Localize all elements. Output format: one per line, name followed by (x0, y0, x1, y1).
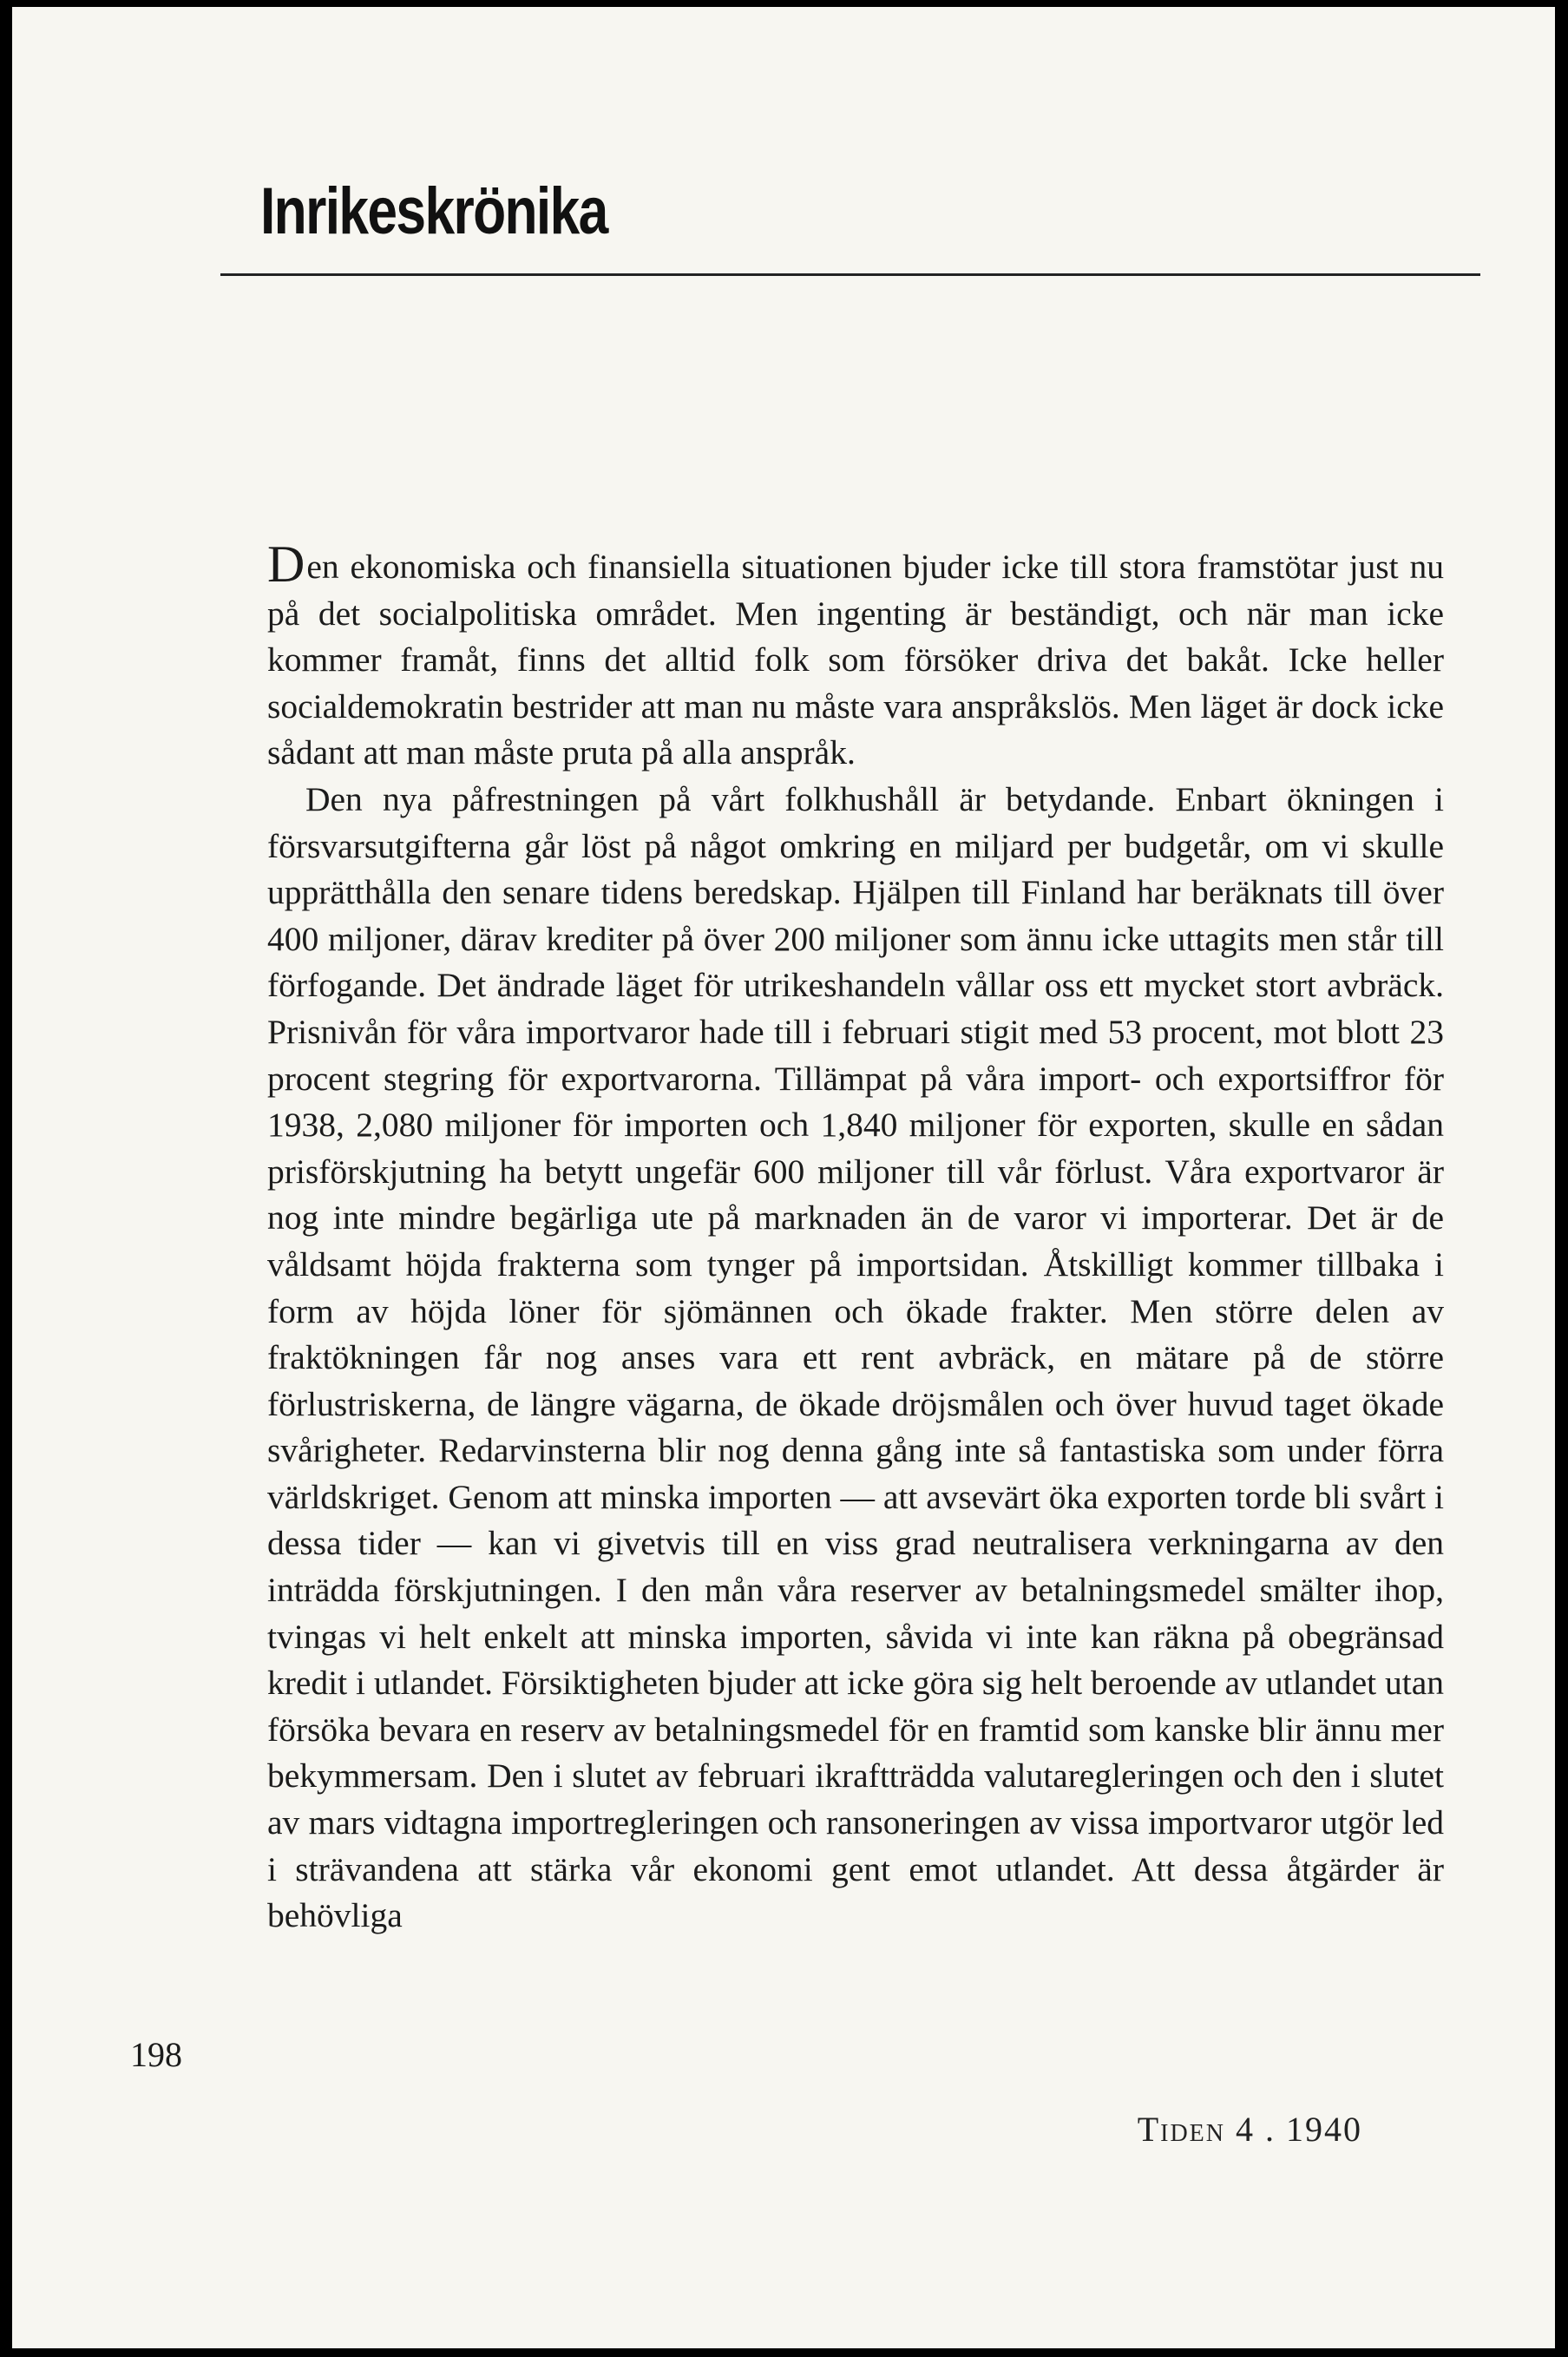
section-heading: Inrikeskrönika (260, 174, 607, 248)
heading-rule (220, 273, 1480, 276)
page-number: 198 (130, 2035, 182, 2074)
paragraph-2: Den nya påfrestningen på vårt folkhushåll är betydande. Enbart ökningen i försvarsutgifterna går löst på något omkring en miljard per budgetår, om vi skulle upprätthålla den senare tidens beredskap. Hjälpen till Finland har beräknats till över 400 miljoner, därav krediter på över 200 miljoner som ännu icke uttagits men står till förfogande. Det ändrade läget för utrikeshandeln vållar oss ett mycket stort avbräck. Prisnivån för våra importvaror hade till i februari stigit med 53 procent, mot blott 23 procent stegring för exportvarorna. Tillämpat på våra import- och exportsiffror för 1938, 2,080 miljoner för importen och 1,840 miljoner för exporten, skulle en sådan prisförskjutning ha betytt ungefär 600 miljoner till vår förlust. Våra exportvaror är nog inte mindre begärliga ute på marknaden än de varor vi importerar. Det är de våldsamt höjda frakterna som tynger på importsidan. Åtskilligt kommer tillbaka i form av höjda löner för sjömännen och ökade frakter. Men större delen av fraktökningen får nog anses vara ett rent avbräck, en mätare på de större förlustriskerna, de längre vägarna, de ökade dröjsmålen och över huvud taget ökade svårigheter. Redarvinsterna blir nog denna gång inte så fantastiska som under förra världskriget. Genom att minska importen — att avsevärt öka exporten torde bli svårt i dessa tider — kan vi givetvis till en viss grad neutralisera verkningarna av den inträdda förskjutningen. I den mån våra reserver av betalningsmedel smälter ihop, tvingas vi helt enkelt att minska importen, såvida vi inte kan räkna på obegränsad kredit i utlandet. Försiktigheten bjuder att icke göra sig helt beroende av utlandet utan försöka bevara en reserv av betalningsmedel för en framtid som kanske blir ännu mer bekymmersam. Den i slutet av februari ikraftträdda valutaregleringen och den i slutet av mars vidtagna importregleringen och ransoneringen av vissa importvaror utgör led i strävandena att stärka vår ekonomi gent emot utlandet. Att dessa åtgärder är behövliga (267, 779, 1444, 1935)
drop-cap: D (267, 535, 305, 593)
journal-footer: Tiden 4 . 1940 (1137, 2110, 1362, 2149)
article-body (267, 535, 1444, 1940)
paragraph-1 (267, 535, 1444, 777)
page (12, 7, 1555, 2348)
paragraph-1-text: en ekonomiska och finansiella situationen bjuder icke till stora framstötar just nu på det socialpolitiska området. Men ingenting är beständigt, och när man icke kommer framåt, finns det alltid folk som försöker driva det bakåt. Icke heller socialdemokratin bestrider att man nu måste vara anspråkslös. Men läget är dock icke sådant att man måste pruta på alla anspråk. (267, 548, 1444, 772)
